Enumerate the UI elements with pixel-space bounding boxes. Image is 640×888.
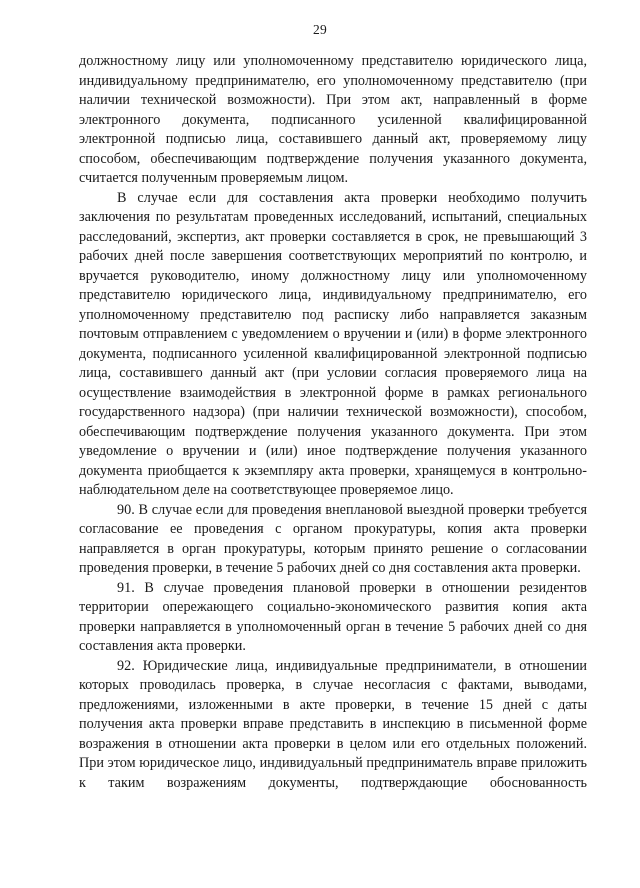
page-number: 29: [313, 22, 327, 37]
paragraph-90: 90. В случае если для проведения внеплановой выездной проверки требуется согласование ее проведения с органом прокуратуры, копия акта проверки направляется в орган прокуратуры, которым принято решение о согласовании проведения проверки, в течение 5 рабочих дней со дня составления акта проверки.: [79, 501, 587, 576]
document-body: [79, 52, 587, 793]
paragraph-92: 92. Юридические лица, индивидуальные предприниматели, в отношении которых проводилась проверка, в случае несогласия с фактами, выводами, предложениями, изложенными в акте проверки, в течение 15 дней с даты получения акта проверки вправе представить в инспекцию в письменной форме возражения в отношении акта проверки в целом или его отдельных положений. При этом юридическое лицо, индивидуальный предприниматель вправе приложить к таким возражениям документы, подтверждающие обоснованность: [79, 657, 587, 791]
paragraph-continuation: должностному лицу или уполномоченному представителю юридического лица, индивидуальному предпринимателю, его уполномоченному представителю (при наличии технической возможности). При этом акт, направленный в форме электронного документа, подписанного усиленной квалифицированной электронной подписью лица, составившего данный акт, проверяемому лицу способом, обеспечивающим подтверждение получения указанного документа, считается полученным проверяемым лицом.: [79, 53, 587, 186]
paragraph-act-delivery: В случае если для составления акта проверки необходимо получить заключения по результатам проведенных исследований, испытаний, специальных расследований, экспертиз, акт проверки составляется в срок, не превышающий 3 рабочих дней после завершения соответствующих мероприятий по контролю, и вручается руководителю, иному должностному лицу или уполномоченному представителю юридического лица, индивидуальному предпринимателю, его уполномоченному представителю под расписку либо направляется заказным почтовым отправлением с уведомлением о вручении и (или) в форме электронного документа, подписанного усиленной квалифицированной электронной подписью лица, составившего данный акт (при условии согласия проверяемого лица на осуществление взаимодействия в электронной форме в рамках регионального государственного надзора) (при наличии технической возможности), способом, обеспечивающим подтверждение получения указанного документа. При этом уведомление о вручении и (или) иное подтверждение получения указанного документа приобщается к экземпляру акта проверки, хранящемуся в контрольно-наблюдательном деле на соответствующее проверяемое лицо.: [79, 189, 587, 498]
paragraph-91: 91. В случае проведения плановой проверки в отношении резидентов территории опережающего социально-экономического развития копия акта проверки направляется в уполномоченный орган в течение 5 рабочих дней со дня составления акта проверки.: [79, 579, 587, 654]
